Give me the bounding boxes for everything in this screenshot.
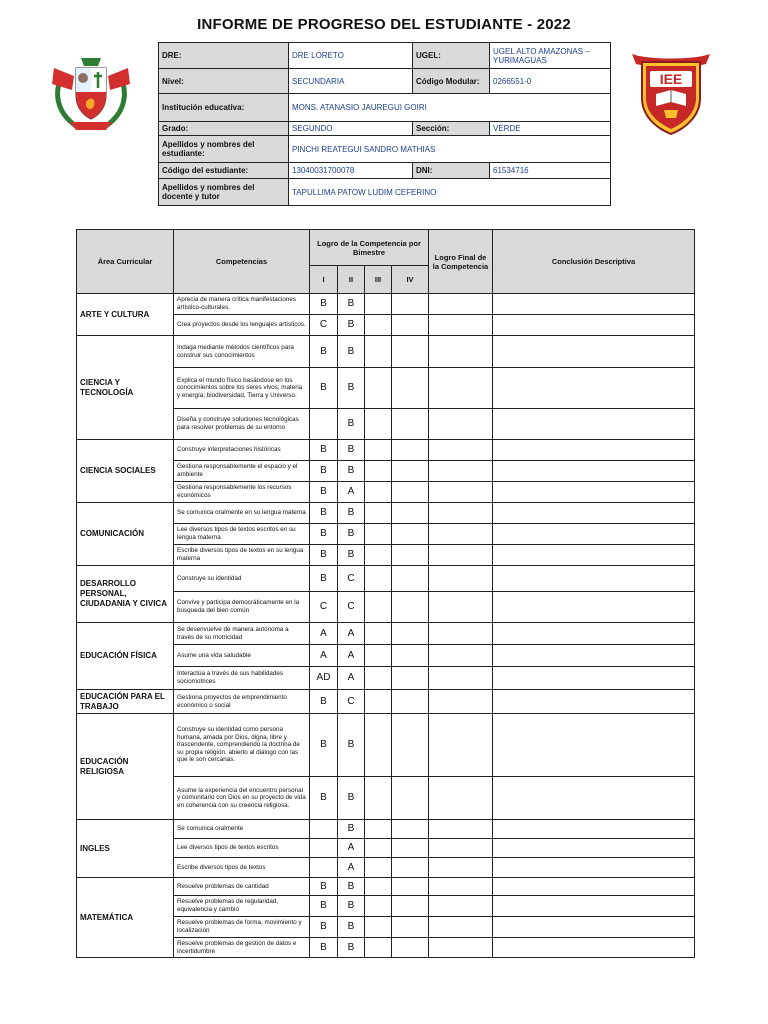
competencia-text: Explica el mundo físico basándose en los conocimientos sobre los seres vivos; materia y energía; biodiversidad, Tierra y Universo. bbox=[174, 368, 310, 409]
conclusion-cell bbox=[493, 461, 695, 482]
estudiante-label: Apellidos y nombres del estudiante: bbox=[159, 136, 289, 163]
grade-bimestre-3 bbox=[365, 623, 392, 645]
competencia-text: Construye su identidad como persona humana, amada por Dios, digna, libre y trascendente, comprendiendo la doctrina de su propia religión, abierto al diálogo con las que le son cercanas. bbox=[174, 714, 310, 777]
area-name: COMUNICACIÓN bbox=[77, 503, 174, 566]
grade-bimestre-3 bbox=[365, 839, 392, 858]
area-name: CIENCIA SOCIALES bbox=[77, 440, 174, 503]
grade-bimestre-4 bbox=[392, 336, 429, 368]
codigo-modular-value: 0266551-0 bbox=[490, 69, 611, 94]
grade-bimestre-1: B bbox=[310, 777, 338, 820]
school-crest-initials: IEE bbox=[659, 71, 683, 87]
grade-bimestre-4 bbox=[392, 839, 429, 858]
area-name: EDUCACIÓN PARA EL TRABAJO bbox=[77, 690, 174, 714]
grade-bimestre-1: B bbox=[310, 440, 338, 461]
grade-bimestre-3 bbox=[365, 440, 392, 461]
grade-bimestre-2: C bbox=[338, 690, 365, 714]
report-title: INFORME DE PROGRESO DEL ESTUDIANTE - 2022 bbox=[197, 16, 571, 33]
grade-bimestre-3 bbox=[365, 524, 392, 545]
conclusion-cell bbox=[493, 858, 695, 878]
ugel-label: UGEL: bbox=[413, 43, 490, 69]
competencia-text: Lee diversos tipos de textos escritos en su lengua materna bbox=[174, 524, 310, 545]
grade-bimestre-2: B bbox=[338, 714, 365, 777]
grade-bimestre-3 bbox=[365, 336, 392, 368]
codigo-modular-label: Código Modular: bbox=[413, 69, 490, 94]
area-name: INGLES bbox=[77, 820, 174, 878]
grade-bimestre-1: B bbox=[310, 896, 338, 917]
grade-bimestre-2: B bbox=[338, 440, 365, 461]
competencia-text: Convive y participa democráticamente en la búsqueda del bien común bbox=[174, 592, 310, 623]
logro-final-cell bbox=[429, 878, 493, 896]
grade-bimestre-2: A bbox=[338, 623, 365, 645]
conclusion-cell bbox=[493, 503, 695, 524]
header-logro-bimestre: Logro de la Competencia por Bimestre bbox=[310, 230, 429, 266]
grade-bimestre-4 bbox=[392, 714, 429, 777]
grade-bimestre-2: A bbox=[338, 667, 365, 690]
area-name: ARTE Y CULTURA bbox=[77, 294, 174, 336]
peru-coat-of-arms-emblem bbox=[48, 46, 134, 132]
logro-final-cell bbox=[429, 667, 493, 690]
docente-label: Apellidos y nombres del docente y tutor bbox=[159, 179, 289, 206]
grade-bimestre-1: B bbox=[310, 878, 338, 896]
logro-final-cell bbox=[429, 623, 493, 645]
grade-bimestre-4 bbox=[392, 878, 429, 896]
logro-final-cell bbox=[429, 820, 493, 839]
grade-bimestre-1: A bbox=[310, 645, 338, 667]
grade-bimestre-1: AD bbox=[310, 667, 338, 690]
grade-bimestre-2: B bbox=[338, 917, 365, 938]
competencia-text: Escribe diversos tipos de textos en su lengua materna bbox=[174, 545, 310, 566]
grade-bimestre-4 bbox=[392, 667, 429, 690]
grade-bimestre-3 bbox=[365, 858, 392, 878]
grade-bimestre-3 bbox=[365, 878, 392, 896]
grade-bimestre-2: B bbox=[338, 896, 365, 917]
conclusion-cell bbox=[493, 336, 695, 368]
conclusion-cell bbox=[493, 839, 695, 858]
grade-bimestre-2: C bbox=[338, 592, 365, 623]
student-info-table bbox=[158, 42, 611, 206]
conclusion-cell bbox=[493, 896, 695, 917]
table-row bbox=[77, 623, 695, 645]
dre-value: DRE LORETO bbox=[289, 43, 413, 69]
competencia-text: Diseña y construye soluciones tecnológicas para resolver problemas de su entorno bbox=[174, 409, 310, 440]
dre-label: DRE: bbox=[159, 43, 289, 69]
grade-bimestre-4 bbox=[392, 368, 429, 409]
logro-final-cell bbox=[429, 440, 493, 461]
grade-bimestre-1: B bbox=[310, 503, 338, 524]
grade-bimestre-3 bbox=[365, 409, 392, 440]
grade-bimestre-4 bbox=[392, 623, 429, 645]
logro-final-cell bbox=[429, 294, 493, 315]
grade-bimestre-4 bbox=[392, 294, 429, 315]
area-name: EDUCACIÓN RELIGIOSA bbox=[77, 714, 174, 820]
grade-bimestre-2: B bbox=[338, 336, 365, 368]
logro-final-cell bbox=[429, 592, 493, 623]
competencia-text: Construye su identidad bbox=[174, 566, 310, 592]
logro-final-cell bbox=[429, 566, 493, 592]
grade-bimestre-1: B bbox=[310, 294, 338, 315]
logro-final-cell bbox=[429, 690, 493, 714]
logro-final-cell bbox=[429, 896, 493, 917]
logro-final-cell bbox=[429, 714, 493, 777]
school-crest-emblem bbox=[628, 48, 714, 136]
header-bimestre-2: II bbox=[338, 266, 365, 294]
competencia-text: Gestiona responsablemente el espacio y el ambiente bbox=[174, 461, 310, 482]
nivel-value: SECUNDARIA bbox=[289, 69, 413, 94]
logro-final-cell bbox=[429, 917, 493, 938]
codigo-estudiante-value: 13040031700078 bbox=[289, 163, 413, 179]
conclusion-cell bbox=[493, 645, 695, 667]
header-competencias: Competencias bbox=[174, 230, 310, 294]
competencia-text: Asume una vida saludable bbox=[174, 645, 310, 667]
header-area: Área Curricular bbox=[77, 230, 174, 294]
grade-bimestre-2: B bbox=[338, 878, 365, 896]
area-name: EDUCACIÓN FÍSICA bbox=[77, 623, 174, 690]
logro-final-cell bbox=[429, 409, 493, 440]
grade-bimestre-3 bbox=[365, 938, 392, 958]
table-row bbox=[77, 690, 695, 714]
competencia-text: Escribe diversos tipos de textos bbox=[174, 858, 310, 878]
header-logro-final: Logro Final de la Competencia bbox=[429, 230, 493, 294]
conclusion-cell bbox=[493, 820, 695, 839]
competencia-text: Gestiona proyectos de emprendimiento económico o social bbox=[174, 690, 310, 714]
competencia-text: Se comunica oralmente en su lengua materna bbox=[174, 503, 310, 524]
grade-bimestre-4 bbox=[392, 690, 429, 714]
grade-bimestre-4 bbox=[392, 440, 429, 461]
logro-final-cell bbox=[429, 545, 493, 566]
conclusion-cell bbox=[493, 545, 695, 566]
logro-final-cell bbox=[429, 645, 493, 667]
table-row bbox=[77, 878, 695, 896]
logro-final-cell bbox=[429, 336, 493, 368]
dni-value: 61534716 bbox=[490, 163, 611, 179]
grade-bimestre-1: B bbox=[310, 566, 338, 592]
grade-bimestre-3 bbox=[365, 294, 392, 315]
table-row bbox=[77, 336, 695, 368]
header-bimestre-1: I bbox=[310, 266, 338, 294]
grade-bimestre-1: C bbox=[310, 315, 338, 336]
competencia-text: Interactúa a través de sus habilidades sociomotrices bbox=[174, 667, 310, 690]
grade-bimestre-1 bbox=[310, 858, 338, 878]
conclusion-cell bbox=[493, 524, 695, 545]
conclusion-cell bbox=[493, 368, 695, 409]
grade-bimestre-4 bbox=[392, 503, 429, 524]
grade-bimestre-3 bbox=[365, 566, 392, 592]
grade-bimestre-1: B bbox=[310, 714, 338, 777]
grade-bimestre-1: B bbox=[310, 917, 338, 938]
grade-bimestre-2: A bbox=[338, 482, 365, 503]
seccion-value: VERDE bbox=[490, 122, 611, 136]
grade-bimestre-2: A bbox=[338, 858, 365, 878]
logro-final-cell bbox=[429, 503, 493, 524]
table-row bbox=[77, 440, 695, 461]
competencia-text: Aprecia de manera crítica manifestaciones artístico-culturales. bbox=[174, 294, 310, 315]
grade-bimestre-2: B bbox=[338, 294, 365, 315]
institucion-value: MONS. ATANASIO JAUREGUI GOIRI bbox=[289, 94, 611, 122]
seccion-label: Sección: bbox=[413, 122, 490, 136]
grade-bimestre-3 bbox=[365, 545, 392, 566]
table-row bbox=[77, 294, 695, 315]
conclusion-cell bbox=[493, 566, 695, 592]
table-row bbox=[77, 820, 695, 839]
logro-final-cell bbox=[429, 461, 493, 482]
grade-bimestre-3 bbox=[365, 917, 392, 938]
competencia-text: Lee diversos tipos de textos escritos bbox=[174, 839, 310, 858]
table-row bbox=[77, 503, 695, 524]
conclusion-cell bbox=[493, 714, 695, 777]
header-conclusion: Conclusión Descriptiva bbox=[493, 230, 695, 294]
logro-final-cell bbox=[429, 858, 493, 878]
competencia-text: Gestiona responsablemente los recursos económicos bbox=[174, 482, 310, 503]
grade-bimestre-4 bbox=[392, 820, 429, 839]
grade-bimestre-2: B bbox=[338, 315, 365, 336]
conclusion-cell bbox=[493, 667, 695, 690]
competencia-text: Resuelve problemas de regularidad, equivalencia y cambio bbox=[174, 896, 310, 917]
grade-bimestre-2: C bbox=[338, 566, 365, 592]
competencia-text: Resuelve problemas de forma, movimiento y localización bbox=[174, 917, 310, 938]
grade-bimestre-4 bbox=[392, 592, 429, 623]
table-row bbox=[77, 714, 695, 777]
conclusion-cell bbox=[493, 409, 695, 440]
grade-bimestre-2: B bbox=[338, 461, 365, 482]
grade-bimestre-3 bbox=[365, 820, 392, 839]
estudiante-value: PINCHI REATEGUI SANDRO MATHIAS bbox=[289, 136, 611, 163]
grade-bimestre-3 bbox=[365, 777, 392, 820]
grade-bimestre-3 bbox=[365, 368, 392, 409]
grade-bimestre-3 bbox=[365, 667, 392, 690]
grado-value: SEGUNDO bbox=[289, 122, 413, 136]
grade-bimestre-2: B bbox=[338, 777, 365, 820]
conclusion-cell bbox=[493, 592, 695, 623]
conclusion-cell bbox=[493, 777, 695, 820]
grades-table bbox=[76, 229, 695, 958]
competencia-text: Resuelve problemas de gestión de datos e incertidumbre bbox=[174, 938, 310, 958]
dni-label: DNI: bbox=[413, 163, 490, 179]
competencia-text: Indaga mediante métodos científicos para construir sus conocimientos bbox=[174, 336, 310, 368]
grade-bimestre-3 bbox=[365, 592, 392, 623]
grade-bimestre-1: A bbox=[310, 623, 338, 645]
grade-bimestre-2: B bbox=[338, 820, 365, 839]
header-bimestre-4: IV bbox=[392, 266, 429, 294]
grade-bimestre-1: B bbox=[310, 336, 338, 368]
competencia-text: Crea proyectos desde los lenguajes artísticos. bbox=[174, 315, 310, 336]
grade-bimestre-1: B bbox=[310, 938, 338, 958]
conclusion-cell bbox=[493, 315, 695, 336]
grade-bimestre-3 bbox=[365, 714, 392, 777]
logro-final-cell bbox=[429, 315, 493, 336]
grade-bimestre-2: A bbox=[338, 645, 365, 667]
grade-bimestre-1: B bbox=[310, 461, 338, 482]
grade-bimestre-4 bbox=[392, 858, 429, 878]
grade-bimestre-1: C bbox=[310, 592, 338, 623]
grade-bimestre-3 bbox=[365, 315, 392, 336]
area-name: MATEMÁTICA bbox=[77, 878, 174, 958]
area-name: DESARROLLO PERSONAL, CIUDADANIA Y CIVICA bbox=[77, 566, 174, 623]
grade-bimestre-1: B bbox=[310, 545, 338, 566]
competencia-text: Asume la experiencia del encuentro personal y comunitario con Dios en su proyecto de vida en coherencia con su creencia religiosa. bbox=[174, 777, 310, 820]
grade-bimestre-4 bbox=[392, 777, 429, 820]
grade-bimestre-1: B bbox=[310, 482, 338, 503]
grade-bimestre-1: B bbox=[310, 524, 338, 545]
conclusion-cell bbox=[493, 482, 695, 503]
conclusion-cell bbox=[493, 623, 695, 645]
grade-bimestre-4 bbox=[392, 645, 429, 667]
grade-bimestre-4 bbox=[392, 315, 429, 336]
header-bimestre-3: III bbox=[365, 266, 392, 294]
logro-final-cell bbox=[429, 524, 493, 545]
conclusion-cell bbox=[493, 294, 695, 315]
grade-bimestre-4 bbox=[392, 461, 429, 482]
grade-bimestre-2: B bbox=[338, 409, 365, 440]
competencia-text: Resuelve problemas de cantidad bbox=[174, 878, 310, 896]
conclusion-cell bbox=[493, 938, 695, 958]
competencia-text: Se comunica oralmente bbox=[174, 820, 310, 839]
grade-bimestre-4 bbox=[392, 524, 429, 545]
competencia-text: Se desenvuelve de manera autónoma a través de su motricidad bbox=[174, 623, 310, 645]
grade-bimestre-4 bbox=[392, 566, 429, 592]
institucion-label: Institución educativa: bbox=[159, 94, 289, 122]
area-name: CIENCIA Y TECNOLOGÍA bbox=[77, 336, 174, 440]
grade-bimestre-4 bbox=[392, 545, 429, 566]
grade-bimestre-3 bbox=[365, 503, 392, 524]
logro-final-cell bbox=[429, 368, 493, 409]
grade-bimestre-3 bbox=[365, 645, 392, 667]
grade-bimestre-4 bbox=[392, 917, 429, 938]
conclusion-cell bbox=[493, 690, 695, 714]
logro-final-cell bbox=[429, 482, 493, 503]
grade-bimestre-3 bbox=[365, 896, 392, 917]
grade-bimestre-1: B bbox=[310, 368, 338, 409]
grade-bimestre-2: B bbox=[338, 524, 365, 545]
conclusion-cell bbox=[493, 878, 695, 896]
ugel-value: UGEL ALTO AMAZONAS – YURIMAGUAS bbox=[490, 43, 611, 69]
grade-bimestre-4 bbox=[392, 896, 429, 917]
grade-bimestre-2: B bbox=[338, 503, 365, 524]
grade-bimestre-1: B bbox=[310, 690, 338, 714]
nivel-label: Nivel: bbox=[159, 69, 289, 94]
grade-bimestre-1 bbox=[310, 409, 338, 440]
grade-bimestre-2: B bbox=[338, 545, 365, 566]
grado-label: Grado: bbox=[159, 122, 289, 136]
competencia-text: Construye interpretaciones históricas bbox=[174, 440, 310, 461]
grade-bimestre-1 bbox=[310, 839, 338, 858]
grade-bimestre-1 bbox=[310, 820, 338, 839]
grade-bimestre-4 bbox=[392, 482, 429, 503]
grade-bimestre-2: B bbox=[338, 938, 365, 958]
grade-bimestre-3 bbox=[365, 690, 392, 714]
grade-bimestre-2: B bbox=[338, 368, 365, 409]
grade-bimestre-2: A bbox=[338, 839, 365, 858]
grade-bimestre-3 bbox=[365, 482, 392, 503]
grade-bimestre-4 bbox=[392, 938, 429, 958]
logro-final-cell bbox=[429, 839, 493, 858]
docente-value: TAPULLIMA PATOW LUDIM CEFERINO bbox=[289, 179, 611, 206]
codigo-estudiante-label: Código del estudiante: bbox=[159, 163, 289, 179]
grade-bimestre-3 bbox=[365, 461, 392, 482]
conclusion-cell bbox=[493, 917, 695, 938]
logro-final-cell bbox=[429, 777, 493, 820]
grade-bimestre-4 bbox=[392, 409, 429, 440]
logro-final-cell bbox=[429, 938, 493, 958]
table-row bbox=[77, 566, 695, 592]
conclusion-cell bbox=[493, 440, 695, 461]
